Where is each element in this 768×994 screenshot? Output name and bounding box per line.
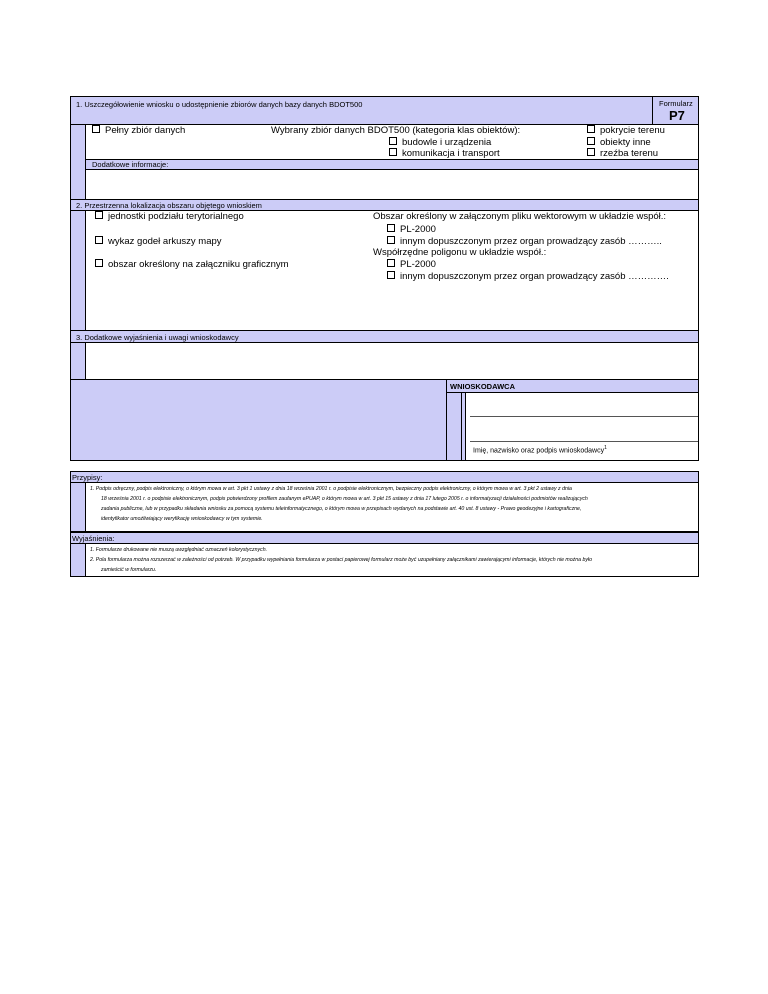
additional-info-label: Dodatkowe informacje: <box>92 160 169 169</box>
section3-lower-area <box>70 379 447 461</box>
section2-left-gutter <box>70 210 86 331</box>
option-wykaz[interactable] <box>95 236 222 247</box>
footnote-line-4: identyfikator umożliwiający weryfikację wnioskodawcy w tym systemie. <box>101 516 263 522</box>
komunikacja-label: komunikacja i transport <box>402 148 500 159</box>
zalacznik-label: obszar określony na załączniku graficznym <box>108 259 289 270</box>
vector-other-checkbox[interactable] <box>387 236 395 244</box>
full-set-label: Pełny zbiór danych <box>105 125 186 136</box>
section1-left-gutter <box>70 124 86 200</box>
option-vector-other[interactable] <box>387 236 662 247</box>
obiekty-label: obiekty inne <box>600 137 651 148</box>
polygon-pl2000-checkbox[interactable] <box>387 259 395 267</box>
option-budowle[interactable] <box>389 137 491 148</box>
full-set-checkbox[interactable] <box>92 125 100 133</box>
wykaz-checkbox[interactable] <box>95 236 103 244</box>
footnotes-title: Przypisy: <box>72 473 103 482</box>
full-set-option[interactable] <box>92 125 185 136</box>
explanations-title: Wyjaśnienia: <box>72 534 115 543</box>
vector-label: Obszar określony w załączonym pliku wektorowym w układzie współ.: <box>373 211 667 222</box>
obiekty-checkbox[interactable] <box>587 137 595 145</box>
name-line <box>470 416 698 417</box>
budowle-label: budowle i urządzenia <box>402 137 492 148</box>
option-zalacznik[interactable] <box>95 259 289 270</box>
explanation-line-1: 1. Formularze drukowane nie muszą uwzględniać oznaczeń kolorystycznych. <box>90 547 268 553</box>
polygon-other-label: innym dopuszczonym przez organ prowadzący zasób …………. <box>400 271 669 282</box>
polygon-other-checkbox[interactable] <box>387 271 395 279</box>
option-jednostki[interactable] <box>95 211 244 222</box>
polygon-pl2000-label: PL-2000 <box>400 259 436 270</box>
vector-pl2000-checkbox[interactable] <box>387 224 395 232</box>
wykaz-label: wykaz godeł arkuszy mapy <box>108 236 222 247</box>
option-pokrycie[interactable] <box>587 125 665 136</box>
option-rzezba[interactable] <box>587 148 658 159</box>
additional-info-field[interactable] <box>85 169 699 200</box>
zalacznik-checkbox[interactable] <box>95 259 103 267</box>
section2-title: 2. Przestrzenna lokalizacja obszaru objętego wnioskiem <box>76 201 262 210</box>
explanation-line-3: zamieścić w formularzu. <box>101 567 157 573</box>
pokrycie-checkbox[interactable] <box>587 125 595 133</box>
selected-set-label: Wybrany zbiór danych BDOT500 (kategoria klas obiektów): <box>271 125 521 136</box>
footnote-line-1: 1. Podpis odręczny, podpis elektroniczny, o którym mowa w art. 3 pkt 1 ustawy z dnia 18 września 2001 r. o podpisie elektronicznym, bezpieczny podpis elektroniczny, o którym mowa w art. 3 pkt 2 ustawy z dnia <box>90 486 572 492</box>
applicant-title: WNIOSKODAWCA <box>450 382 515 391</box>
explanations-gutter <box>70 543 86 577</box>
vector-pl2000-label: PL-2000 <box>400 224 436 235</box>
pokrycie-label: pokrycie terenu <box>600 125 665 136</box>
option-polygon-other[interactable] <box>387 271 669 282</box>
komunikacja-checkbox[interactable] <box>389 148 397 156</box>
rzezba-checkbox[interactable] <box>587 148 595 156</box>
section3-title: 3. Dodatkowe wyjaśnienia i uwagi wnioskodawcy <box>76 333 239 342</box>
rzezba-label: rzeźba terenu <box>600 148 659 159</box>
form-label: Formularz <box>659 99 693 108</box>
remarks-field[interactable] <box>85 342 699 380</box>
signature-label <box>473 445 607 454</box>
jednostki-label: jednostki podziału terytorialnego <box>108 211 244 222</box>
signature-line <box>470 441 698 442</box>
section3-left-gutter <box>70 342 86 380</box>
footnote-line-2: 18 września 2001 r. o podpisie elektronicznym, podpis potwierdzony profilem zaufanym ePUAP, o którym mowa w art. 3 pkt 15 ustawy z dnia 17 lutego 2005 r. o informatyzacji działalności podmiotów realizujących <box>101 496 588 502</box>
option-komunikacja[interactable] <box>389 148 500 159</box>
footnote-line-3: zadania publiczne, lub w przypadku składania wniosku za pomocą systemu teleinformatycznego, o którym mowa w przepisach wydanych na podstawie art. 40 ust. 8 ustawy - Prawo geodezyjne i kartograficzne, <box>101 506 582 512</box>
applicant-gutter <box>446 392 462 461</box>
explanation-line-2: 2. Pola formularza można rozszerzać w zależności od potrzeb. W przypadku wypełniania formularza w postaci papierowej formularz może być uzupełniany załącznikami zawierającymi informacje, których nie można było <box>90 557 592 563</box>
signature-footnote-mark: 1 <box>604 445 607 451</box>
section1-title: 1. Uszczegółowienie wniosku o udostępnienie zbiorów danych bazy danych BDOT500 <box>76 100 363 109</box>
form-code: P7 <box>669 108 685 123</box>
option-obiekty[interactable] <box>587 137 651 148</box>
polygon-label: Współrzędne poligonu w układzie współ.: <box>373 247 547 258</box>
vector-other-label: innym dopuszczonym przez organ prowadzący zasób ……….. <box>400 236 662 247</box>
option-polygon-pl2000[interactable] <box>387 259 436 270</box>
budowle-checkbox[interactable] <box>389 137 397 145</box>
footnotes-gutter <box>70 482 86 532</box>
signature-label-text: Imię, nazwisko oraz podpis wnioskodawcy <box>473 447 605 455</box>
option-vector-pl2000[interactable] <box>387 224 436 235</box>
jednostki-checkbox[interactable] <box>95 211 103 219</box>
